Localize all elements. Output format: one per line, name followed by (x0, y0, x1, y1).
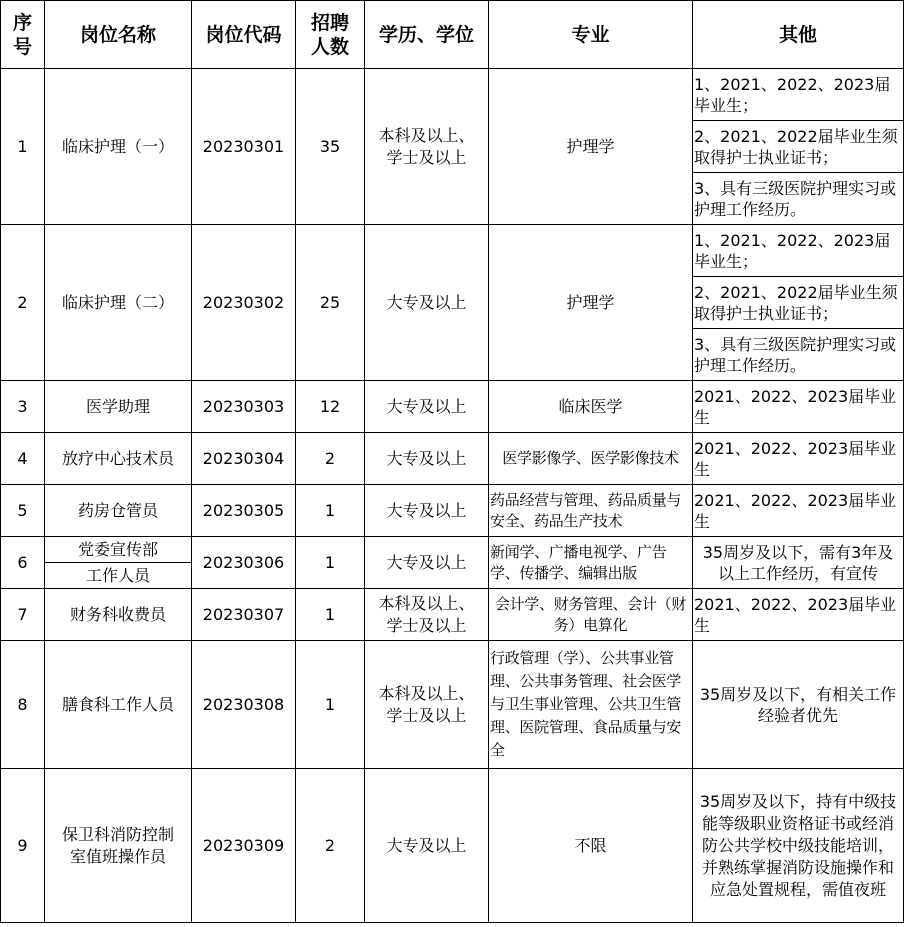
cell-other-item: 1、2021、2022、2023届毕业生； (693, 69, 904, 121)
table-row (1, 485, 904, 537)
cell-seq: 4 (1, 433, 45, 485)
cell-name: 膳食科工作人员 (45, 641, 192, 769)
cell-count: 1 (296, 485, 365, 537)
cell-code: 20230302 (192, 225, 296, 381)
cell-count: 12 (296, 381, 365, 433)
header-other: 其他 (693, 1, 904, 69)
cell-name-line1: 党委宣传部 (45, 537, 192, 563)
cell-edu: 大专及以上 (365, 381, 489, 433)
cell-other-item: 3、具有三级医院护理实习或护理工作经历。 (693, 173, 904, 225)
header-major: 专业 (489, 1, 693, 69)
cell-name: 医学助理 (45, 381, 192, 433)
cell-other: 2021、2022、2023届毕业生 (693, 433, 904, 485)
cell-seq: 5 (1, 485, 45, 537)
cell-code: 20230309 (192, 769, 296, 923)
cell-seq: 7 (1, 589, 45, 641)
cell-name: 保卫科消防控制室值班操作员 (45, 769, 192, 923)
cell-code: 20230307 (192, 589, 296, 641)
cell-major: 会计学、财务管理、会计（财务）电算化 (489, 589, 693, 641)
cell-code: 20230306 (192, 537, 296, 589)
cell-code: 20230308 (192, 641, 296, 769)
cell-edu: 大专及以上 (365, 225, 489, 381)
table-row (1, 769, 904, 923)
cell-other: 35周岁及以下，需有3年及以上工作经历，有宣传 (693, 537, 904, 589)
cell-other-item: 2、2021、2022届毕业生须取得护士执业证书； (693, 121, 904, 173)
cell-major: 临床医学 (489, 381, 693, 433)
cell-code: 20230304 (192, 433, 296, 485)
cell-edu: 大专及以上 (365, 537, 489, 589)
cell-other: 35周岁及以下，持有中级技能等级职业资格证书或经消防公共学校中级技能培训，并熟练掌握消防设施操作和应急处置规程，需值夜班 (693, 769, 904, 923)
header-seq: 序号 (1, 1, 45, 69)
cell-edu: 本科及以上、学士及以上 (365, 69, 489, 225)
cell-seq: 8 (1, 641, 45, 769)
cell-edu: 大专及以上 (365, 485, 489, 537)
cell-name-line2: 工作人员 (45, 563, 192, 589)
cell-major: 新闻学、广播电视学、广告学、传播学、编辑出版 (489, 537, 693, 589)
cell-major: 医学影像学、医学影像技术 (489, 433, 693, 485)
cell-count: 35 (296, 69, 365, 225)
cell-code: 20230305 (192, 485, 296, 537)
header-name: 岗位名称 (45, 1, 192, 69)
header-code: 岗位代码 (192, 1, 296, 69)
cell-edu: 本科及以上、学士及以上 (365, 641, 489, 769)
cell-major: 护理学 (489, 69, 693, 225)
cell-name: 财务科收费员 (45, 589, 192, 641)
table-row (1, 69, 904, 121)
table-row (1, 225, 904, 277)
cell-other: 2021、2022、2023届毕业生 (693, 589, 904, 641)
cell-name: 放疗中心技术员 (45, 433, 192, 485)
cell-code: 20230303 (192, 381, 296, 433)
cell-other: 35周岁及以下，有相关工作经验者优先 (693, 641, 904, 769)
cell-other: 2021、2022、2023届毕业生 (693, 485, 904, 537)
cell-name: 临床护理（一） (45, 69, 192, 225)
cell-major: 行政管理（学）、公共事业管理、公共事务管理、社会医学与卫生事业管理、公共卫生管理、医院管理、食品质量与安全 (489, 641, 693, 769)
header-edu: 学历、学位 (365, 1, 489, 69)
cell-count: 1 (296, 537, 365, 589)
cell-seq: 1 (1, 69, 45, 225)
cell-other-item: 2、2021、2022届毕业生须取得护士执业证书； (693, 277, 904, 329)
cell-edu: 本科及以上、学士及以上 (365, 589, 489, 641)
table-row (1, 589, 904, 641)
cell-seq: 6 (1, 537, 45, 589)
cell-count: 2 (296, 769, 365, 923)
cell-name: 临床护理（二） (45, 225, 192, 381)
table-row (1, 433, 904, 485)
cell-count: 2 (296, 433, 365, 485)
cell-major: 药品经营与管理、药品质量与安全、药品生产技术 (489, 485, 693, 537)
cell-count: 1 (296, 641, 365, 769)
cell-major: 不限 (489, 769, 693, 923)
cell-other: 2021、2022、2023届毕业生 (693, 381, 904, 433)
table-row (1, 537, 904, 563)
cell-seq: 9 (1, 769, 45, 923)
header-count: 招聘人数 (296, 1, 365, 69)
table-row (1, 381, 904, 433)
cell-other-item: 3、具有三级医院护理实习或护理工作经历。 (693, 329, 904, 381)
cell-count: 25 (296, 225, 365, 381)
cell-seq: 3 (1, 381, 45, 433)
cell-major: 护理学 (489, 225, 693, 381)
cell-name: 药房仓管员 (45, 485, 192, 537)
cell-edu: 大专及以上 (365, 433, 489, 485)
table-row (1, 641, 904, 769)
cell-seq: 2 (1, 225, 45, 381)
cell-code: 20230301 (192, 69, 296, 225)
cell-other-item: 1、2021、2022、2023届毕业生； (693, 225, 904, 277)
cell-edu: 大专及以上 (365, 769, 489, 923)
cell-count: 1 (296, 589, 365, 641)
header-row (1, 1, 904, 69)
